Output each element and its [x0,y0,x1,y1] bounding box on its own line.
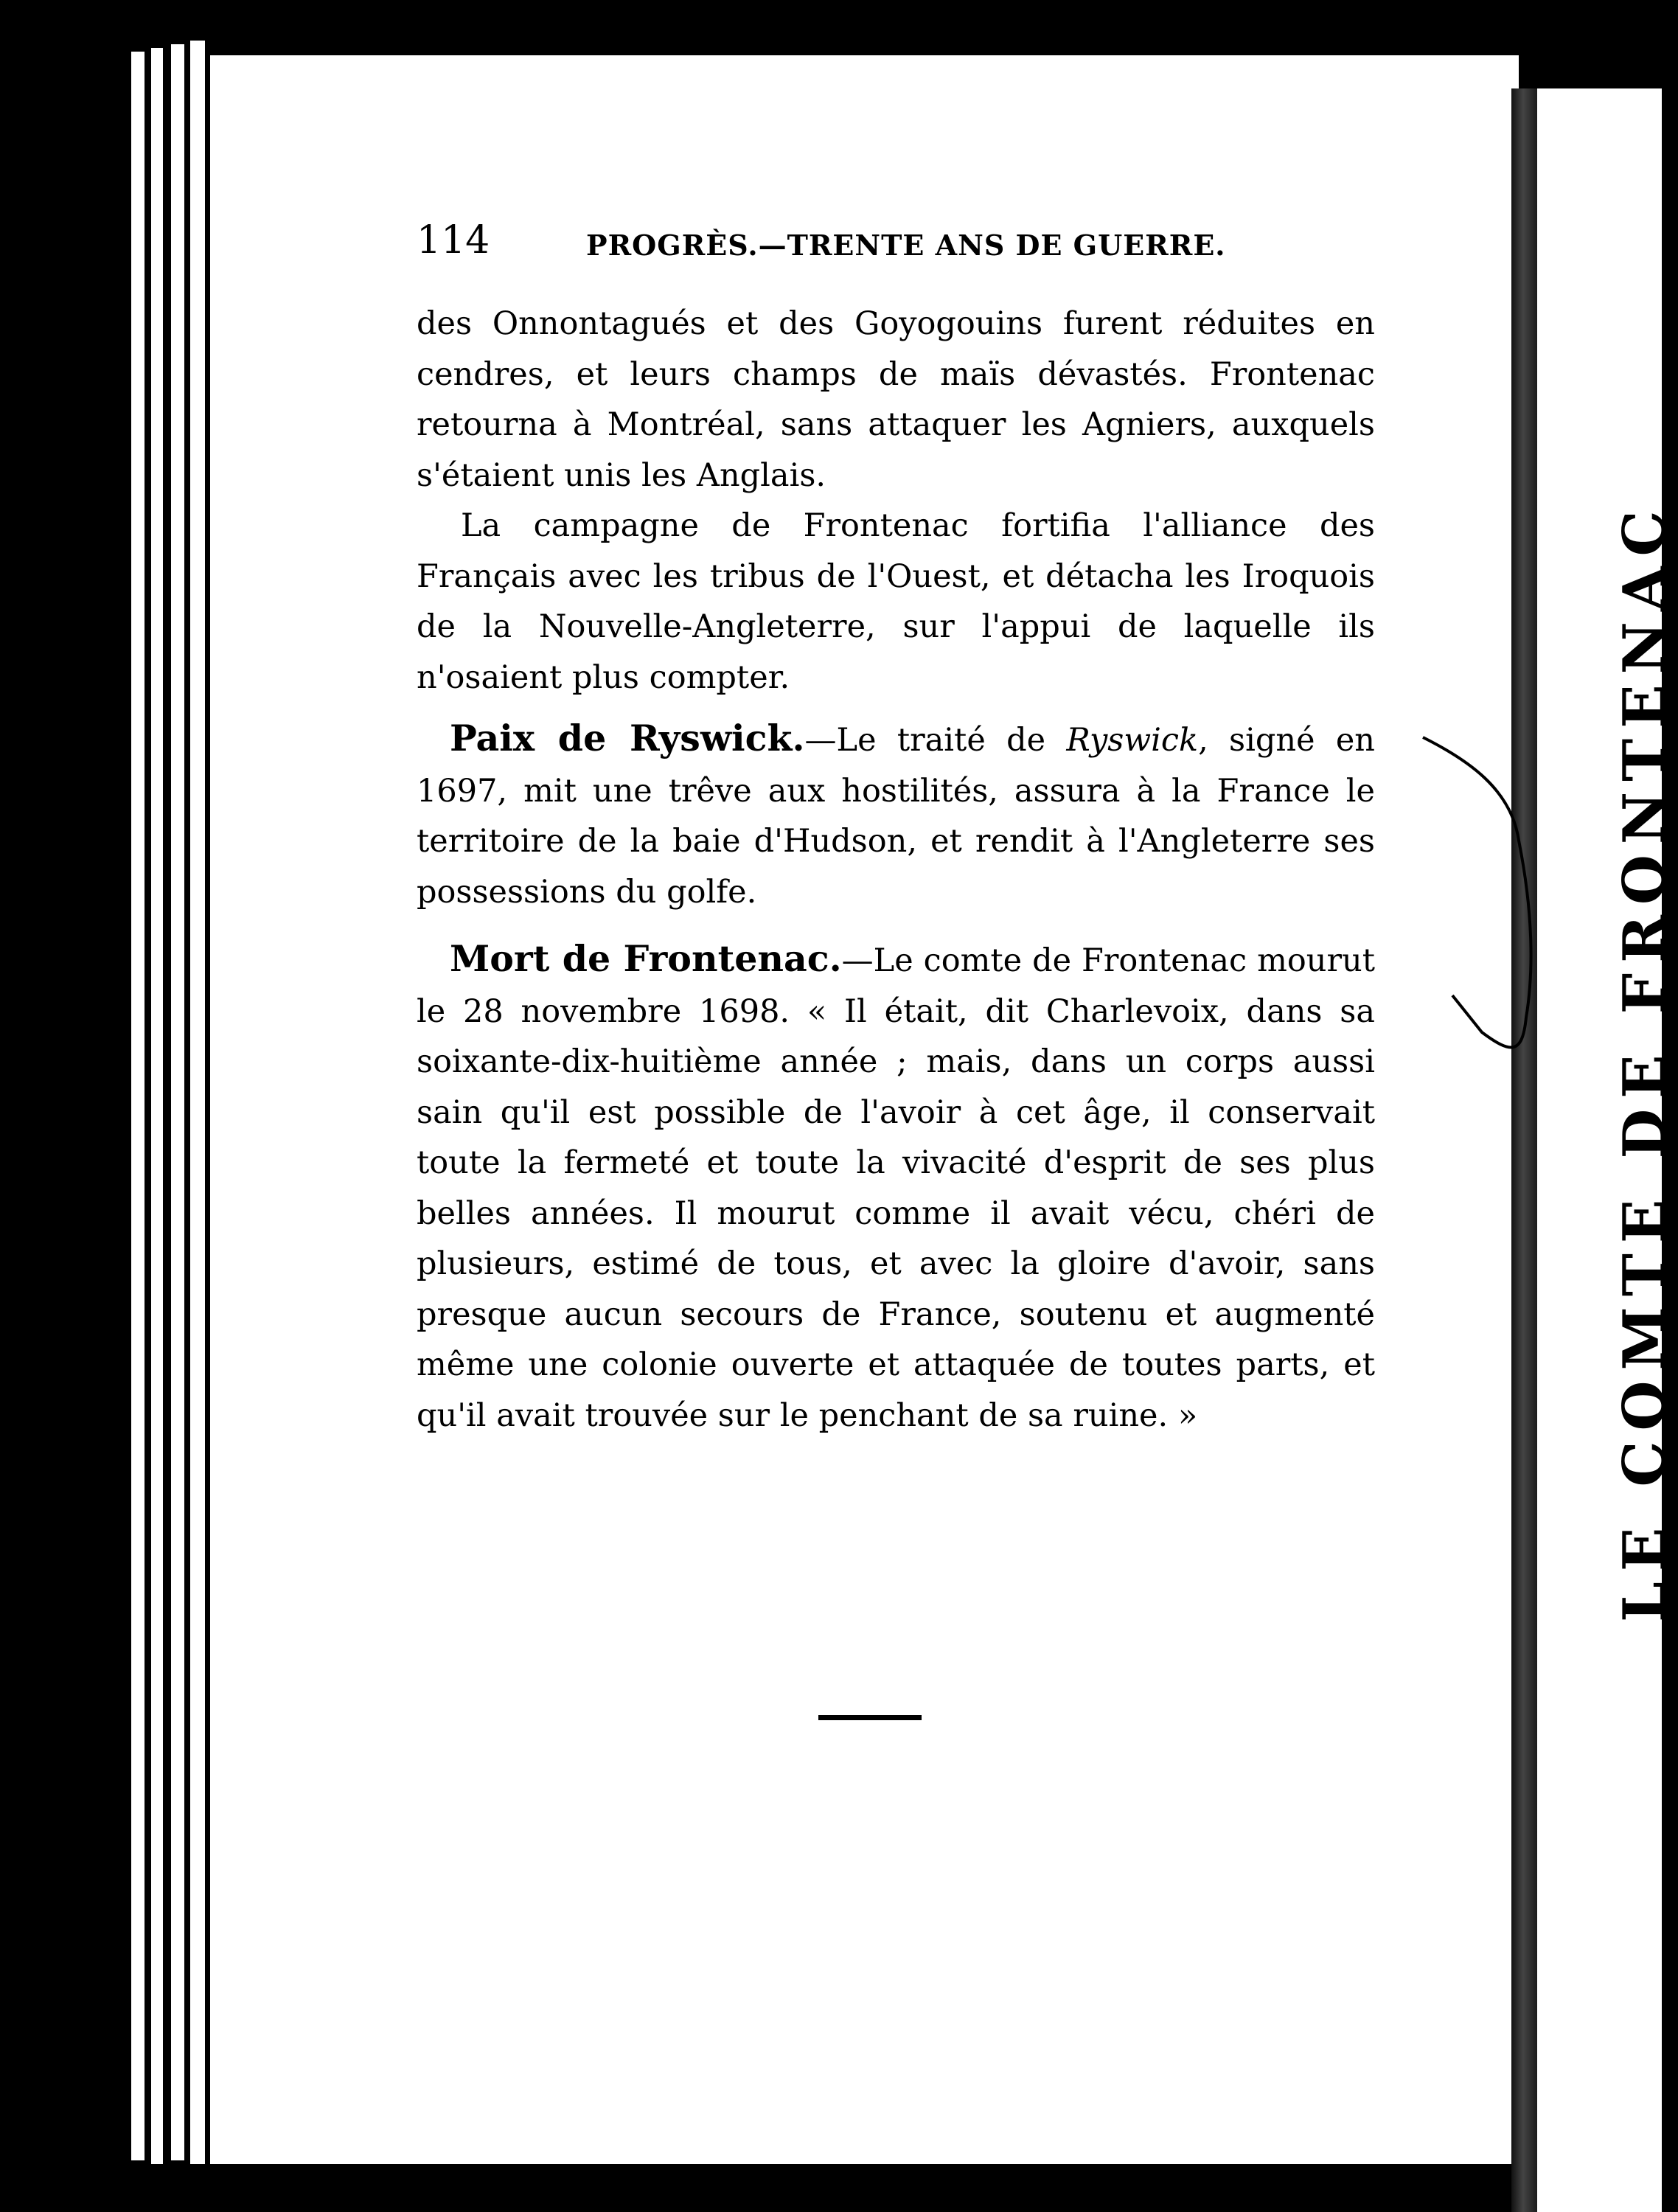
page-number: 114 [417,218,490,262]
neighbor-page-vertical-heading: LE COMTE DE FRONTENAC [1611,500,1678,1622]
book-spine [1511,88,1541,2212]
page-stack-edge [151,48,163,2164]
paragraph: La campagne de Frontenac fortifia l'alliance des Français avec les tribus de l'Ouest, et détacha les Iroquois de la Nouvelle-Angleterre, sur l'appui de laquelle ils n'osaient plus compter. [417,507,1375,696]
paragraph: des Onnontagués et des Goyogouins furent réduites en cendres, et leurs champs de maïs dévastés. Frontenac retourna à Montréal, sans attaquer les Agniers, auxquels s'étaient unis les Anglais. [417,305,1375,494]
section-ryswick [417,713,1375,917]
page-header [417,218,1228,270]
section-text: —Le traité de [804,722,1067,759]
page-stack-edge [131,52,145,2160]
page-body [417,299,1375,1441]
section-text: , signé en 1697, mit une trêve aux hostilités, assura à la France le territoire de la baie d'Hudson, et rendit à l'Angleterre ses possessions du golfe. [417,722,1375,911]
end-rule [818,1715,922,1720]
section-mort-frontenac [417,933,1375,1441]
section-heading: Mort de Frontenac. [450,937,842,980]
page-stack-edge [171,44,184,2160]
section-text: —Le comte de Frontenac mourut le 28 novembre 1698. « Il était, dit Charlevoix, dans sa soixante-dix-huitième année ; mais, dans un corps aussi sain qu'il est possible de l'avoir à cet âge, il conservait toute la fermeté et toute la vivacité d'esprit de ses plus belles années. Il mourut comme il avait vécu, chéri de plusieurs, estimé de tous, et avec la gloire d'avoir, sans presque aucun secours de France, soutenu et augmenté même une colonie ouverte et attaquée de toutes parts, et qu'il avait trouvée sur le penchant de sa ruine. » [417,942,1375,1434]
running-head: PROGRÈS.—TRENTE ANS DE GUERRE. [586,229,1226,262]
treaty-name: Ryswick [1066,722,1199,759]
page-stack-edge [190,41,205,2164]
margin-pencil-mark [1423,730,1548,1069]
section-heading: Paix de Ryswick. [450,717,805,759]
